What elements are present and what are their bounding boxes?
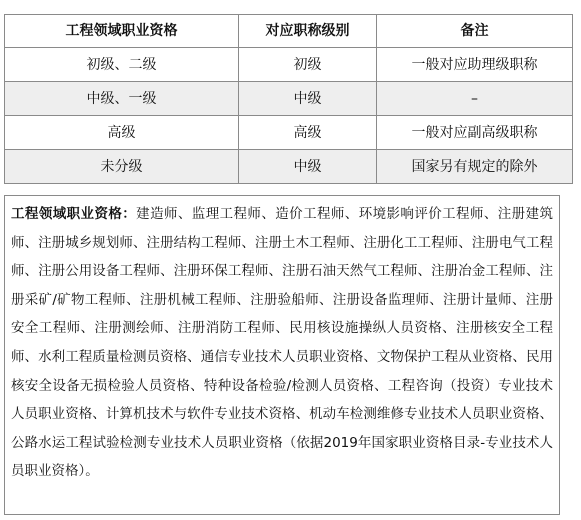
table-row (5, 82, 573, 116)
qualification-note-box (4, 195, 560, 515)
note-text: 建造师、监理工程师、造价工程师、环境影响评价工程师、注册建筑师、注册城乡规划师、注册结构工程师、注册土木工程师、注册化工工程师、注册电气工程师、注册公用设备工程师、注册环保工程师、注册石油天然气工程师、注册冶金工程师、注册采矿/矿物工程师、注册机械工程师、注册验船师、注册设备监理师、注册计量师、注册安全工程师、注册测绘师、注册消防工程师、民用核设施操纵人员资格、注册核安全工程师、水利工程质量检测员资格、通信专业技术人员职业资格、文物保护工程从业资格、民用核安全设备无损检验人员资格、特种设备检验/检测人员资格、工程咨询（投资）专业技术人员职业资格、计算机技术与软件专业技术资格、机动车检测维修专业技术人员职业资格、公路水运工程试验检测专业技术人员职业资格（依据2019年国家职业资格目录-专业技术人员职业资格）。 (11, 206, 553, 480)
table-cell-title-level: 初级 (239, 48, 377, 82)
table-row (5, 116, 573, 150)
note-label: 工程领域职业资格： (11, 206, 137, 222)
table-cell-qualification: 未分级 (5, 150, 239, 184)
table-cell-remark: 一般对应助理级职称 (377, 48, 573, 82)
table-cell-remark: – (377, 82, 573, 116)
column-header-qualification: 工程领域职业资格 (5, 15, 239, 48)
qualification-grade-table (4, 14, 573, 184)
table-header-row (5, 15, 573, 48)
table-cell-qualification: 初级、二级 (5, 48, 239, 82)
column-header-remark: 备注 (377, 15, 573, 48)
table-row (5, 48, 573, 82)
table-cell-qualification: 高级 (5, 116, 239, 150)
table-cell-title-level: 中级 (239, 150, 377, 184)
table-cell-title-level: 高级 (239, 116, 377, 150)
table-cell-title-level: 中级 (239, 82, 377, 116)
column-header-title-level: 对应职称级别 (239, 15, 377, 48)
table-cell-qualification: 中级、一级 (5, 82, 239, 116)
table-row (5, 150, 573, 184)
table-cell-remark: 国家另有规定的除外 (377, 150, 573, 184)
table-cell-remark: 一般对应副高级职称 (377, 116, 573, 150)
